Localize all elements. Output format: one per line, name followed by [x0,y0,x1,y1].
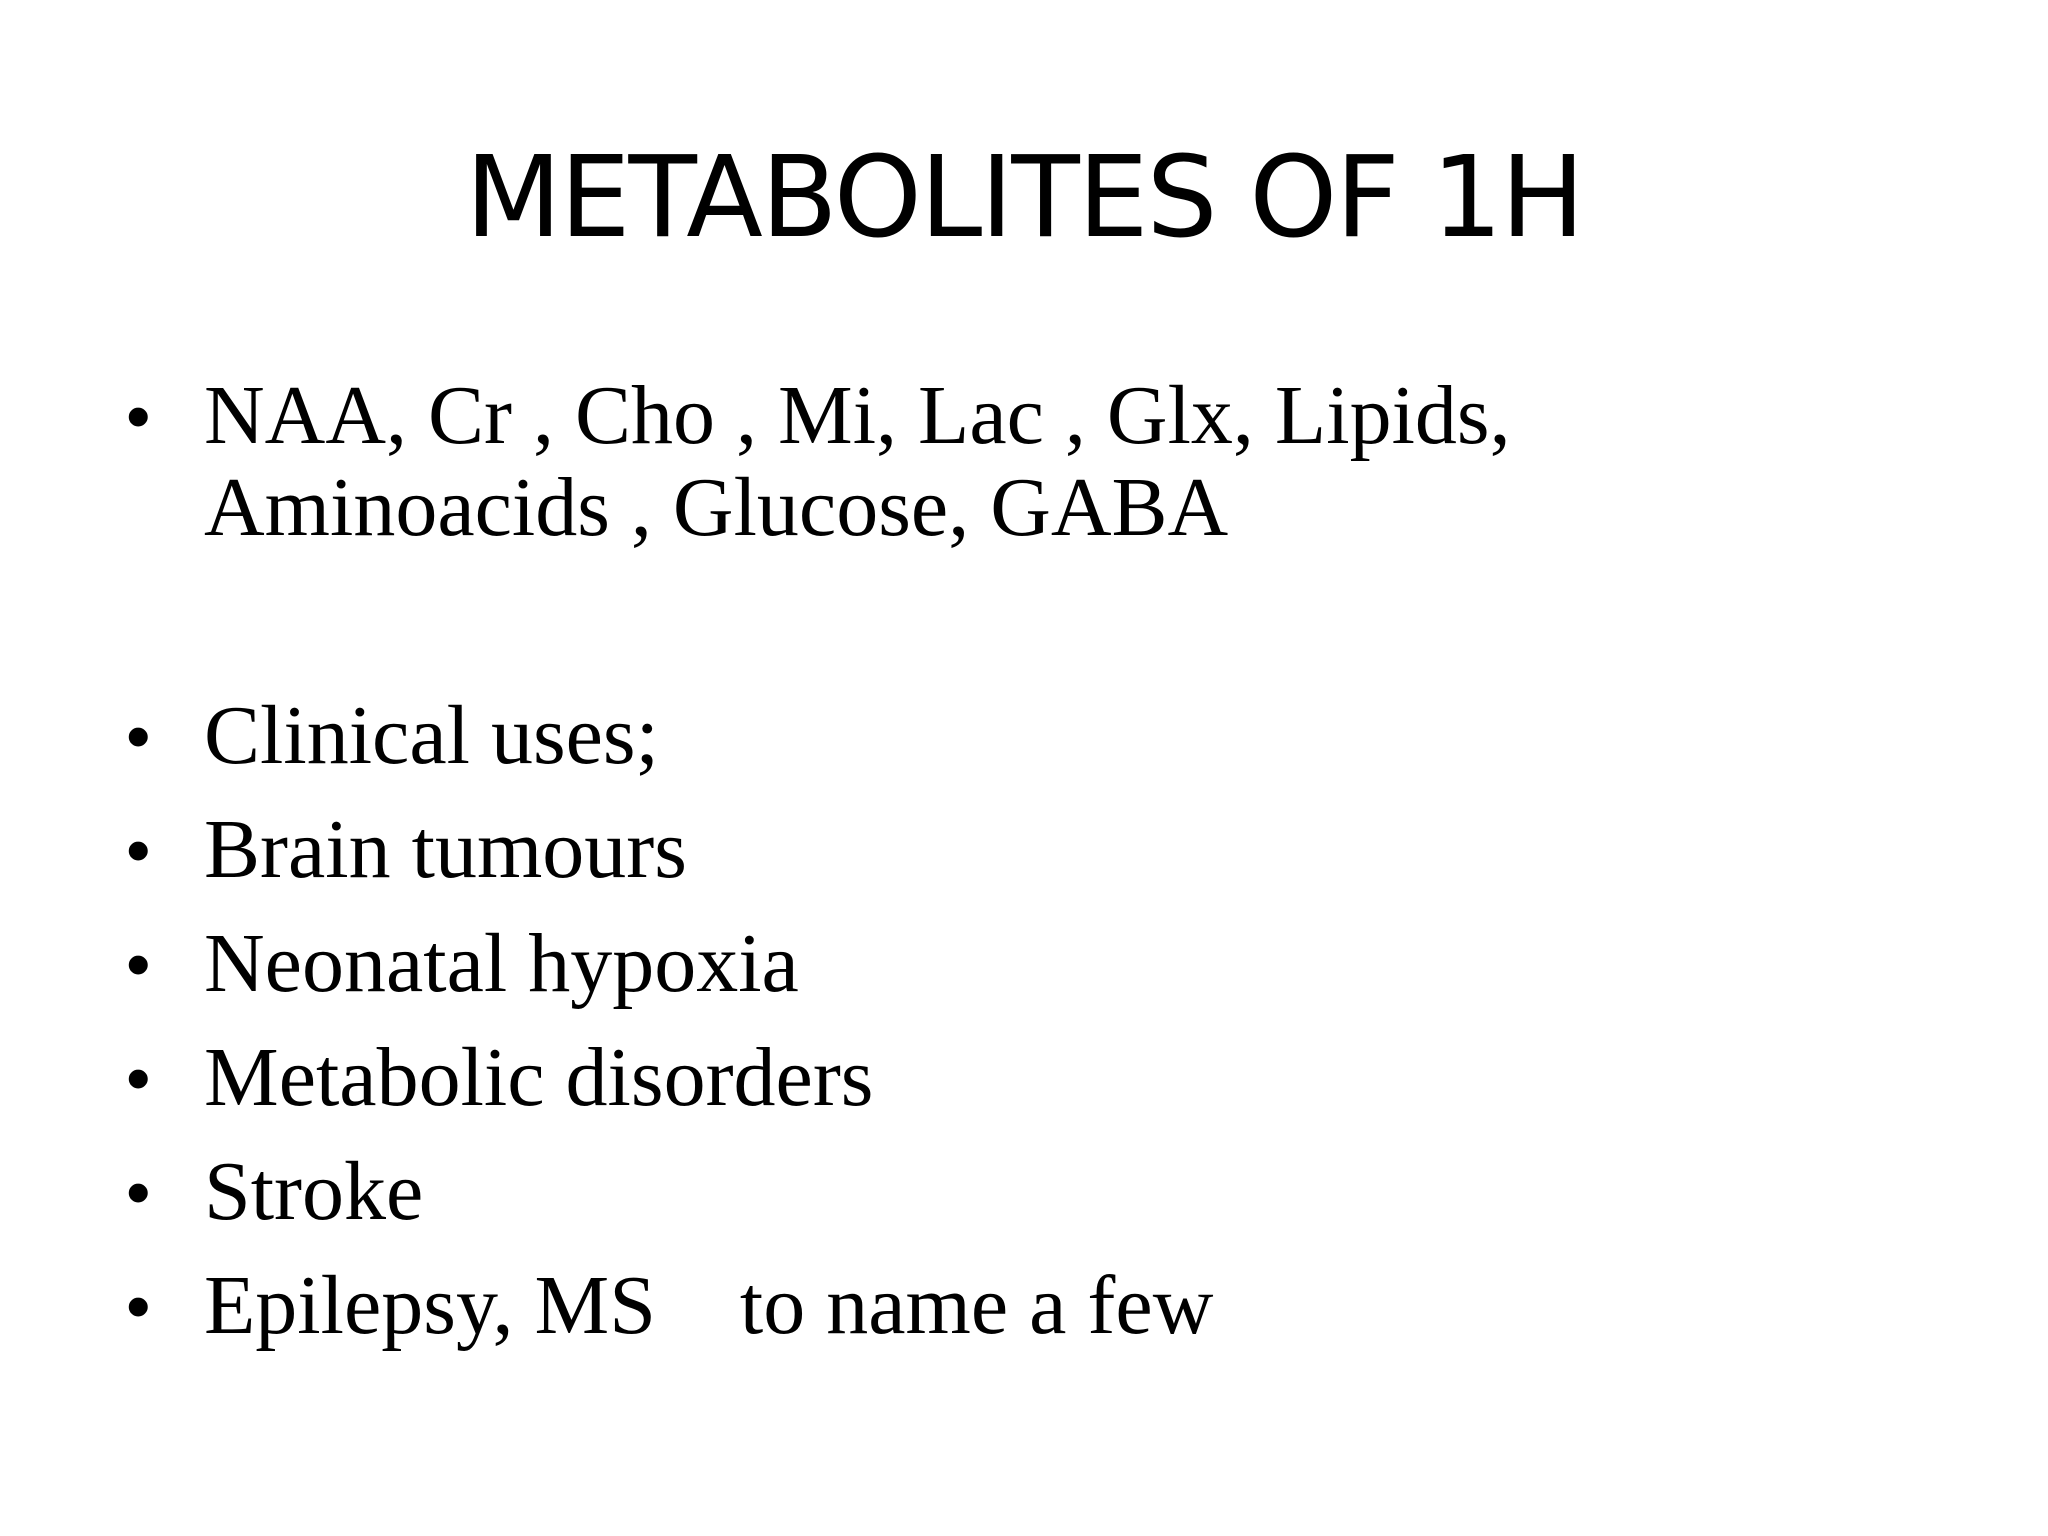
bullet-icon: • [126,697,151,775]
bullet-icon: • [126,925,151,1003]
list-item-neonatal-hypoxia [120,918,1940,1010]
list-item-epilepsy-ms [120,1260,1940,1352]
bullet-list [120,370,1940,1374]
list-item-text: Metabolic disorders [204,1031,874,1124]
list-item-text: Brain tumours [204,803,687,896]
list-item-brain-tumours [120,804,1940,896]
list-item-clinical-uses [120,690,1940,782]
bullet-icon: • [126,811,151,889]
list-item-text: Clinical uses; [204,689,659,782]
list-item-metabolites [120,370,1940,554]
bullet-icon: • [126,1267,151,1345]
list-item-metabolic-disorders [120,1032,1940,1124]
list-item-stroke [120,1146,1940,1238]
bullet-icon: • [126,377,151,455]
list-item-text: Stroke [204,1145,424,1238]
list-item-text: Neonatal hypoxia [204,917,799,1010]
bullet-icon: • [126,1039,151,1117]
list-item-text: NAA, Cr , Cho , Mi, Lac , Glx, Lipids, Aminoacids , Glucose, GABA [204,369,1511,554]
bullet-icon: • [126,1153,151,1231]
list-item-text: Epilepsy, MS to name a few [204,1259,1214,1352]
slide-title: METABOLITES OF 1H [465,133,1583,263]
